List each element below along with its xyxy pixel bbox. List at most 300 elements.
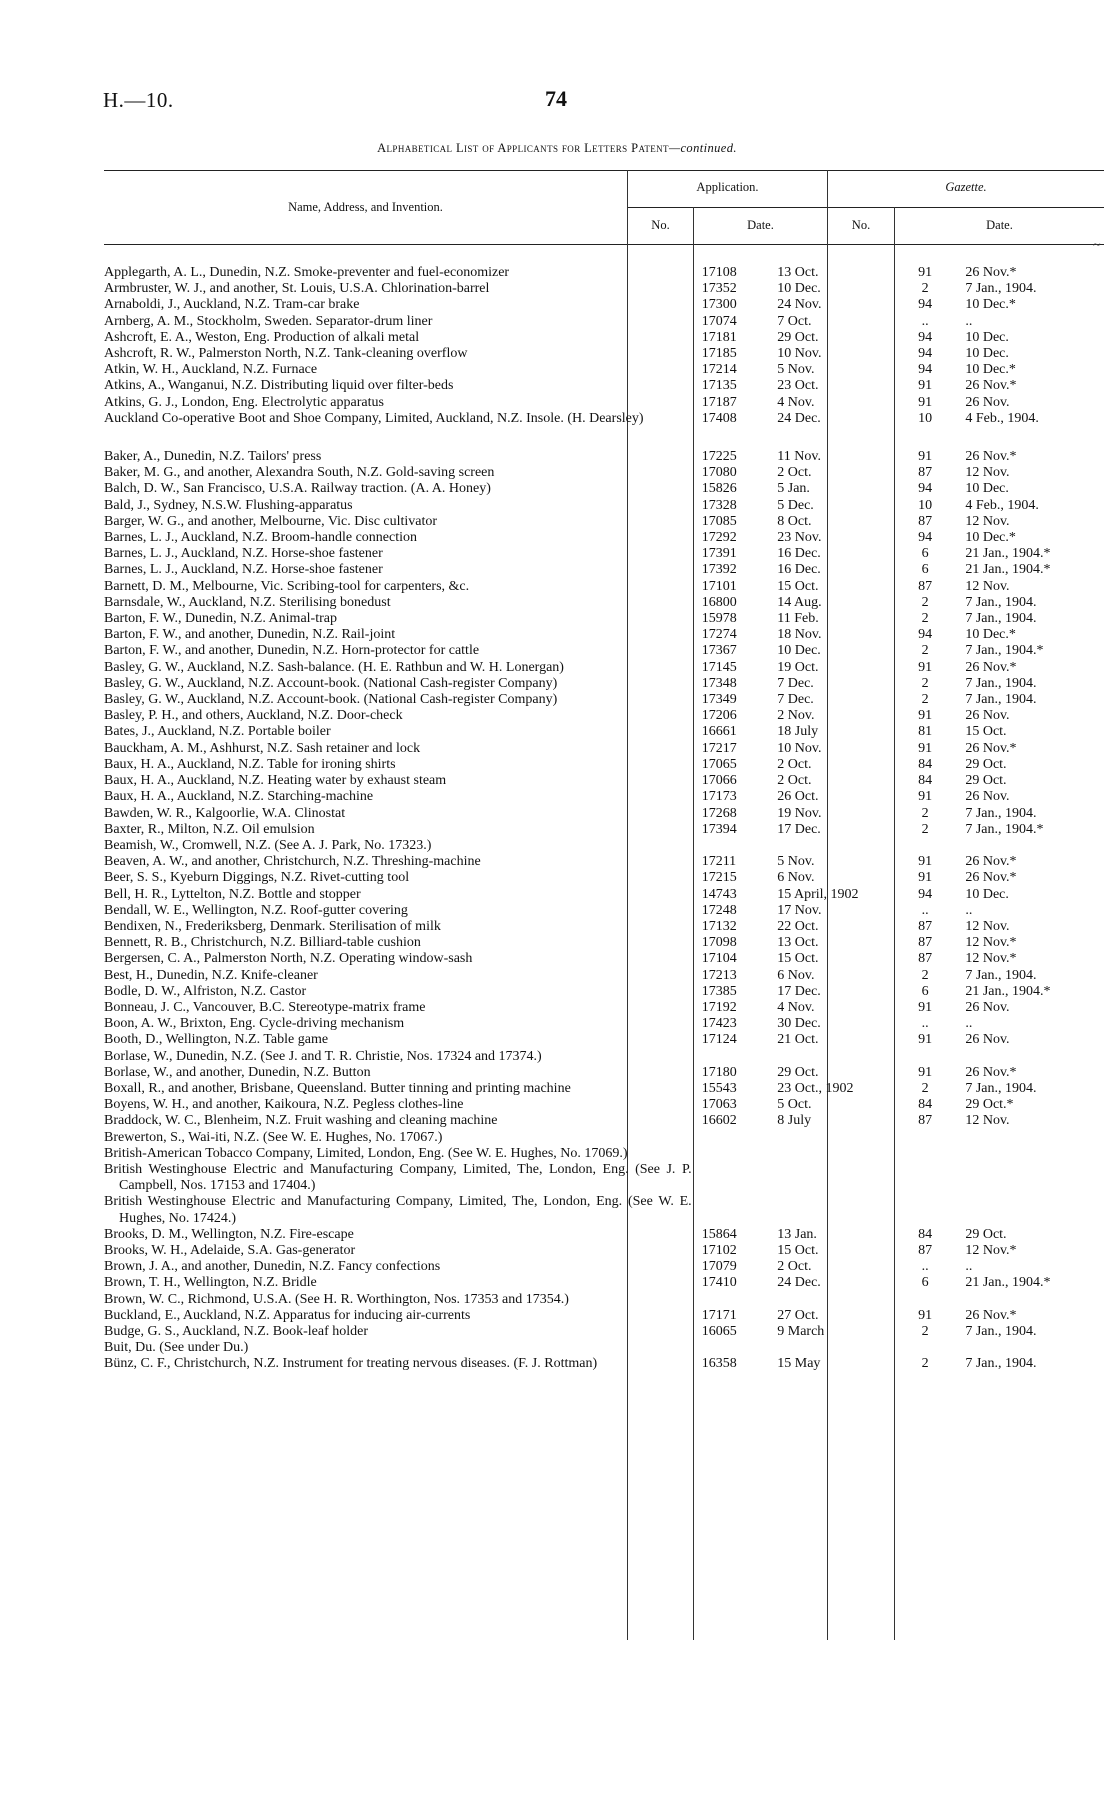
entry-name-text: Basley, G. W., Auckland, N.Z. Account-book. (National Cash-register Company)	[104, 692, 558, 708]
entry-name	[104, 1162, 692, 1194]
application-date: 27 Oct.	[777, 1307, 819, 1323]
entry-name-text: Auckland Co-operative Boot and Shoe Company, Limited, Auckland, N.Z. Insole. (H. Dearsley)	[104, 410, 644, 426]
application-no: 17080	[701, 465, 737, 481]
application-no	[692, 1162, 771, 1194]
column-header-gazette: Gazette.	[945, 180, 987, 194]
entry-name-text: Ashcroft, R. W., Palmerston North, N.Z. Tank-cleaning overflow	[104, 346, 468, 362]
application-date	[770, 1162, 899, 1194]
table-row	[104, 984, 1104, 1000]
header-bottom-rule	[104, 244, 1104, 245]
application-no: 17063	[701, 1097, 737, 1113]
gazette-no: 94	[918, 627, 933, 643]
gazette-date: ..	[965, 313, 973, 329]
gazette-no: 87	[918, 1242, 933, 1258]
gazette-date: 12 Nov.*	[965, 935, 1017, 951]
table-row	[104, 1227, 1104, 1243]
gazette-no: 91	[918, 999, 933, 1015]
gazette-no: ..	[921, 902, 929, 918]
application-no: 16661	[701, 724, 737, 740]
gazette-date: 7 Jan., 1904.	[965, 1080, 1037, 1096]
application-no: 17065	[701, 756, 737, 772]
entry-name-text: British Westinghouse Electric and Manufacturing Company, Limited, The, London, Eng. (See W. E. Hughes, No. 17424.)	[104, 1194, 692, 1226]
gazette-date: 7 Jan., 1904.	[965, 692, 1037, 708]
application-no: 17367	[701, 643, 737, 659]
gazette-date: 7 Jan., 1904.	[965, 281, 1037, 297]
table-row	[104, 1292, 1104, 1308]
table-row	[104, 789, 1104, 805]
gazette-no: 91	[918, 789, 933, 805]
application-date	[770, 838, 899, 854]
entry-name-text: Brown, T. H., Wellington, N.Z. Bridle	[104, 1275, 317, 1291]
entry-name-text: Bald, J., Sydney, N.S.W. Flushing-apparatus	[104, 497, 353, 513]
gazette-no	[899, 1194, 951, 1226]
gazette-no	[899, 1049, 951, 1065]
entry-name-text: Basley, G. W., Auckland, N.Z. Account-book. (National Cash-register Company)	[104, 675, 558, 691]
application-date: 9 March	[777, 1324, 825, 1339]
gazette-no: 2	[921, 611, 929, 627]
gazette-date: 10 Dec.	[965, 886, 1009, 902]
gazette-date: 26 Nov.*	[965, 870, 1017, 886]
entry-name	[104, 449, 692, 465]
gazette-date: 10 Dec.	[965, 329, 1009, 345]
application-date: 7 Oct.	[777, 313, 812, 329]
gazette-no: 87	[918, 513, 933, 529]
entry-name	[104, 1113, 692, 1129]
gazette-no: 2	[921, 1324, 929, 1339]
application-no: 17173	[701, 789, 737, 805]
entry-name-text: Baker, M. G., and another, Alexandra South, N.Z. Gold-saving screen	[104, 465, 495, 481]
application-date: 5 Jan.	[777, 481, 810, 497]
gazette-date: 26 Nov.*	[965, 1064, 1017, 1080]
entry-name	[104, 627, 692, 643]
application-date: 6 Nov.	[777, 870, 815, 886]
entry-name-text: Bodle, D. W., Alfriston, N.Z. Castor	[104, 983, 307, 999]
gazette-date: 7 Jan., 1904.	[965, 1324, 1037, 1339]
entry-name-text: Atkin, W. H., Auckland, N.Z. Furnace	[104, 362, 318, 378]
application-date: 17 Nov.	[777, 902, 822, 918]
entry-name	[104, 411, 692, 427]
application-no: 17101	[701, 578, 737, 594]
gazette-no: 94	[918, 346, 933, 362]
gazette-no: 2	[921, 594, 929, 610]
entry-name	[104, 968, 692, 984]
application-date: 4 Nov.	[777, 394, 815, 410]
entry-name-text: Brown, J. A., and another, Dunedin, N.Z. Fancy confections	[104, 1259, 441, 1275]
header-mid-rule	[628, 207, 1104, 208]
table-row	[104, 870, 1104, 886]
gazette-date: 10 Dec.	[965, 346, 1009, 362]
entry-name	[104, 498, 692, 514]
gazette-date	[951, 838, 1104, 854]
entry-name	[104, 1065, 692, 1081]
application-date: 15 April, 1902	[777, 886, 859, 902]
application-no	[692, 1194, 771, 1226]
application-no	[692, 1049, 771, 1065]
entry-name	[104, 724, 692, 740]
gazette-no: 2	[921, 692, 929, 708]
gazette-date: 10 Dec.	[965, 481, 1009, 497]
table-row	[104, 330, 1104, 346]
table-row	[104, 773, 1104, 789]
entry-name-text: Bonneau, J. C., Vancouver, B.C. Stereotype-matrix frame	[104, 999, 426, 1015]
entry-name-text: Borlase, W., Dunedin, N.Z. (See J. and T. R. Christie, Nos. 17324 and 17374.)	[104, 1048, 542, 1064]
gazette-no	[899, 838, 951, 854]
table-row	[104, 595, 1104, 611]
table-row	[104, 643, 1104, 659]
application-no	[692, 1340, 771, 1356]
column-header-application: Application.	[696, 180, 759, 194]
entry-name	[104, 854, 692, 870]
gazette-no: 84	[918, 1226, 933, 1242]
table-row	[104, 579, 1104, 595]
application-date: 21 Oct.	[777, 1032, 819, 1048]
entry-name	[104, 530, 692, 546]
table-row	[104, 692, 1104, 708]
application-no: 17392	[701, 562, 737, 578]
column-header-gazette-date: Date.	[986, 218, 1013, 232]
table-row	[104, 1097, 1104, 1113]
application-date: 15 Oct.	[777, 951, 819, 967]
gazette-no: 91	[918, 870, 933, 886]
application-no: 17214	[701, 362, 737, 378]
application-no: 15543	[701, 1080, 737, 1096]
gazette-date: 12 Nov.	[965, 513, 1010, 529]
table-row	[104, 1016, 1104, 1032]
entry-name	[104, 708, 692, 724]
entry-name	[104, 773, 692, 789]
application-no: 14743	[701, 886, 737, 902]
gazette-no	[899, 1340, 951, 1356]
application-no: 17423	[701, 1016, 737, 1032]
table-row	[104, 1356, 1104, 1372]
application-no: 15826	[701, 481, 737, 497]
application-date: 13 Oct.	[777, 935, 819, 951]
table-row	[104, 1340, 1104, 1356]
table-row	[104, 1081, 1104, 1097]
application-no: 17391	[701, 546, 737, 562]
application-date: 24 Nov.	[777, 297, 822, 313]
application-date	[770, 1194, 899, 1226]
gazette-date: 7 Jan., 1904.	[965, 1356, 1037, 1372]
gazette-date: 12 Nov.	[965, 578, 1010, 594]
application-no: 17187	[701, 394, 737, 410]
entry-name-text: Barger, W. G., and another, Melbourne, Vic. Disc cultivator	[104, 513, 438, 529]
entry-name	[104, 579, 692, 595]
application-date: 19 Nov.	[777, 805, 822, 821]
table-row	[104, 708, 1104, 724]
entry-name	[104, 346, 692, 362]
entry-name	[104, 887, 692, 903]
gazette-date	[951, 1049, 1104, 1065]
gazette-date: 7 Jan., 1904.*	[965, 821, 1044, 837]
entry-name-text: Buckland, E., Auckland, N.Z. Apparatus for inducing air-currents	[104, 1307, 471, 1323]
table-row	[104, 1324, 1104, 1340]
application-no: 17185	[701, 346, 737, 362]
table-row	[104, 822, 1104, 838]
gazette-no: 10	[918, 497, 933, 513]
gazette-date: 26 Nov.	[965, 1032, 1010, 1048]
entry-name	[104, 465, 692, 481]
table-row	[104, 498, 1104, 514]
application-no: 16358	[701, 1356, 737, 1372]
application-date: 5 Oct.	[777, 1097, 812, 1113]
table-row	[104, 1243, 1104, 1259]
gazette-no	[899, 1162, 951, 1194]
entry-name-text: Atkins, A., Wanganui, N.Z. Distributing liquid over filter-beds	[104, 378, 454, 394]
entry-name-text: Borlase, W., and another, Dunedin, N.Z. Button	[104, 1064, 371, 1080]
table-row	[104, 346, 1104, 362]
application-date: 5 Dec.	[777, 497, 814, 513]
application-no: 17206	[701, 708, 737, 724]
entry-name	[104, 1146, 692, 1162]
entry-name	[104, 562, 692, 578]
gazette-date: 26 Nov.	[965, 999, 1010, 1015]
gazette-date: 26 Nov.	[965, 789, 1010, 805]
gazette-no: 6	[921, 1275, 929, 1291]
gazette-no: 91	[918, 659, 933, 675]
entry-name	[104, 1130, 692, 1146]
gazette-date: 12 Nov.*	[965, 1242, 1017, 1258]
table-row	[104, 449, 1104, 465]
gazette-no: 87	[918, 465, 933, 481]
table-row	[104, 395, 1104, 411]
application-date	[770, 1340, 899, 1356]
table-row	[104, 854, 1104, 870]
entry-name-text: Boxall, R., and another, Brisbane, Queensland. Butter tinning and printing machine	[104, 1080, 571, 1096]
entry-name	[104, 1194, 692, 1226]
gazette-no: 6	[921, 562, 929, 578]
gazette-date: 26 Nov.	[965, 394, 1010, 410]
application-no: 16602	[701, 1113, 737, 1129]
gazette-no: 6	[921, 983, 929, 999]
application-date: 15 May	[777, 1356, 821, 1372]
entry-name-text: Barnes, L. J., Auckland, N.Z. Horse-shoe fastener	[104, 546, 383, 562]
gazette-date: 12 Nov.*	[965, 951, 1017, 967]
application-date: 19 Oct.	[777, 659, 819, 675]
table-row	[104, 314, 1104, 330]
gazette-date: 26 Nov.*	[965, 854, 1017, 870]
table-row	[104, 935, 1104, 951]
application-date	[770, 1130, 899, 1146]
application-date: 24 Dec.	[777, 1275, 821, 1291]
application-date: 24 Dec.	[777, 410, 821, 426]
gazette-date: 12 Nov.	[965, 918, 1010, 934]
gazette-date: 21 Jan., 1904.*	[965, 1275, 1051, 1291]
gazette-date: 7 Jan., 1904.	[965, 675, 1037, 691]
gazette-no: 84	[918, 1097, 933, 1113]
gazette-no: 2	[921, 643, 929, 659]
entry-name	[104, 1356, 692, 1372]
gazette-date: 21 Jan., 1904.*	[965, 562, 1051, 578]
entry-name	[104, 741, 692, 757]
entry-name	[104, 481, 692, 497]
gazette-no: 91	[918, 378, 933, 394]
header-top-rule	[104, 170, 1104, 171]
application-no: 15864	[701, 1226, 737, 1242]
entry-name	[104, 789, 692, 805]
application-date: 30 Dec.	[777, 1016, 821, 1032]
column-header-name: Name, Address, and Invention.	[288, 200, 443, 214]
table-row	[104, 1113, 1104, 1129]
table-row	[104, 297, 1104, 313]
entry-name	[104, 1081, 692, 1097]
application-date: 8 July	[777, 1113, 812, 1129]
table-row	[104, 530, 1104, 546]
column-header-app-no: No.	[651, 218, 670, 232]
application-date: 10 Dec.	[777, 281, 821, 297]
application-no: 17268	[701, 805, 737, 821]
table-row	[104, 1065, 1104, 1081]
table-row	[104, 1162, 1104, 1194]
entry-name	[104, 660, 692, 676]
entry-name-text: Barton, F. W., and another, Dunedin, N.Z. Horn-protector for cattle	[104, 643, 480, 659]
application-no: 17385	[701, 983, 737, 999]
gazette-no: 87	[918, 951, 933, 967]
gazette-no: 2	[921, 821, 929, 837]
application-no: 17085	[701, 513, 737, 529]
application-date: 23 Nov.	[777, 530, 822, 546]
application-date	[770, 1292, 899, 1308]
application-no: 17181	[701, 329, 737, 345]
entry-name	[104, 595, 692, 611]
gazette-date: 12 Nov.	[965, 1113, 1010, 1129]
entry-name	[104, 806, 692, 822]
application-no: 17074	[701, 313, 737, 329]
entry-name-text: Atkins, G. J., London, Eng. Electrolytic apparatus	[104, 394, 384, 410]
section-gap-cell	[104, 427, 1104, 449]
application-date: 10 Nov.	[777, 346, 822, 362]
entry-name	[104, 935, 692, 951]
application-no: 17248	[701, 902, 737, 918]
gazette-no: 2	[921, 281, 929, 297]
column-header-gazette-no: No.	[851, 218, 871, 232]
table-row	[104, 514, 1104, 530]
gazette-date	[951, 1292, 1104, 1308]
gazette-date: ..	[965, 1016, 973, 1032]
gazette-date: ..	[965, 902, 973, 918]
page-number: 74	[545, 86, 567, 111]
application-date	[770, 1049, 899, 1065]
entry-name	[104, 395, 692, 411]
table-row	[104, 968, 1104, 984]
table-row	[104, 1194, 1104, 1226]
table-row	[104, 919, 1104, 935]
application-no: 17213	[701, 967, 737, 983]
gazette-date: 29 Oct.	[965, 1226, 1007, 1242]
gazette-no: 94	[918, 329, 933, 345]
gazette-no: 91	[918, 740, 933, 756]
entry-name-text: Baker, A., Dunedin, N.Z. Tailors' press	[104, 449, 322, 465]
application-date: 10 Dec.	[777, 643, 821, 659]
entry-name-text: Baxter, R., Milton, N.Z. Oil emulsion	[104, 821, 315, 837]
application-date: 2 Nov.	[777, 708, 815, 724]
gazette-no: 91	[918, 1307, 933, 1323]
table-row	[104, 481, 1104, 497]
gazette-date: 10 Dec.*	[965, 297, 1016, 313]
table-row	[104, 362, 1104, 378]
gazette-no: ..	[921, 1259, 929, 1275]
entry-name	[104, 362, 692, 378]
entry-name-text: Bünz, C. F., Christchurch, N.Z. Instrument for treating nervous diseases. (F. J. Rottman)	[104, 1356, 598, 1372]
gazette-no: 87	[918, 918, 933, 934]
gazette-no: 91	[918, 854, 933, 870]
application-no: 17171	[701, 1307, 737, 1323]
gazette-date: 26 Nov.*	[965, 659, 1017, 675]
document-reference: H.—10.	[103, 88, 174, 112]
gazette-no: 6	[921, 546, 929, 562]
application-date: 26 Oct.	[777, 789, 819, 805]
gazette-no: 87	[918, 935, 933, 951]
entry-name-text: Beer, S. S., Kyeburn Diggings, N.Z. Rivet-cutting tool	[104, 870, 410, 886]
table-row	[104, 1032, 1104, 1048]
application-no: 17192	[701, 999, 737, 1015]
entry-name	[104, 611, 692, 627]
entry-name-text: Balch, D. W., San Francisco, U.S.A. Railway traction. (A. A. Honey)	[104, 481, 491, 497]
application-date: 5 Nov.	[777, 362, 815, 378]
gazette-no: 94	[918, 362, 933, 378]
entry-name-text: Barnes, L. J., Auckland, N.Z. Horse-shoe fastener	[104, 562, 383, 578]
application-no	[692, 1292, 771, 1308]
entry-name	[104, 838, 692, 854]
gazette-date: 7 Jan., 1904.	[965, 611, 1037, 627]
entry-name-text: Brooks, W. H., Adelaide, S.A. Gas-generator	[104, 1242, 356, 1258]
table-row	[104, 838, 1104, 854]
application-date: 29 Oct.	[777, 329, 819, 345]
application-date: 11 Feb.	[777, 611, 819, 627]
gazette-no: 91	[918, 394, 933, 410]
table-row	[104, 265, 1104, 281]
application-date: 5 Nov.	[777, 854, 815, 870]
gazette-no: 2	[921, 675, 929, 691]
gazette-no: 2	[921, 967, 929, 983]
application-date: 14 Aug.	[777, 594, 822, 610]
gazette-no: 94	[918, 886, 933, 902]
gazette-no: 87	[918, 578, 933, 594]
entry-name-text: Brewerton, S., Wai-iti, N.Z. (See W. E. Hughes, No. 17067.)	[104, 1129, 443, 1145]
application-no: 17124	[701, 1032, 737, 1048]
entry-name-text: Bennett, R. B., Christchurch, N.Z. Billiard-table cushion	[104, 935, 421, 951]
gazette-date: 7 Jan., 1904.	[965, 967, 1037, 983]
gazette-date: 7 Jan., 1904.	[965, 805, 1037, 821]
entry-name	[104, 1259, 692, 1275]
entry-name-text: Ashcroft, E. A., Weston, Eng. Production of alkali metal	[104, 329, 420, 345]
entry-name-text: Best, H., Dunedin, N.Z. Knife-cleaner	[104, 967, 318, 983]
table-row	[104, 1049, 1104, 1065]
application-no: 17274	[701, 627, 737, 643]
entry-name	[104, 692, 692, 708]
entry-name-text: Bendixen, N., Frederiksberg, Denmark. Sterilisation of milk	[104, 918, 441, 934]
gazette-no: ..	[921, 313, 929, 329]
entry-name-text: Bell, H. R., Lyttelton, N.Z. Bottle and stopper	[104, 886, 361, 902]
entry-name	[104, 1292, 692, 1308]
gazette-date: 4 Feb., 1904.	[965, 410, 1039, 426]
gazette-date: 26 Nov.*	[965, 265, 1017, 280]
application-date: 10 Nov.	[777, 740, 822, 756]
entry-name-text: Arnaboldi, J., Auckland, N.Z. Tram-car brake	[104, 297, 360, 313]
entry-name-text: Arnberg, A. M., Stockholm, Sweden. Separator-drum liner	[104, 313, 433, 329]
table-row	[104, 1130, 1104, 1146]
application-no: 17352	[701, 281, 737, 297]
entry-name	[104, 1049, 692, 1065]
gazette-date: 29 Oct.	[965, 756, 1007, 772]
entry-name-text: Barton, F. W., and another, Dunedin, N.Z. Rail-joint	[104, 627, 396, 643]
entry-name-text: Brooks, D. M., Wellington, N.Z. Fire-escape	[104, 1226, 354, 1242]
table-row	[104, 378, 1104, 394]
section-gap	[104, 427, 1104, 449]
entry-name-text: British-American Tobacco Company, Limited, London, Eng. (See W. E. Hughes, No. 17069.)	[104, 1145, 628, 1161]
entry-name	[104, 870, 692, 886]
table-row	[104, 562, 1104, 578]
